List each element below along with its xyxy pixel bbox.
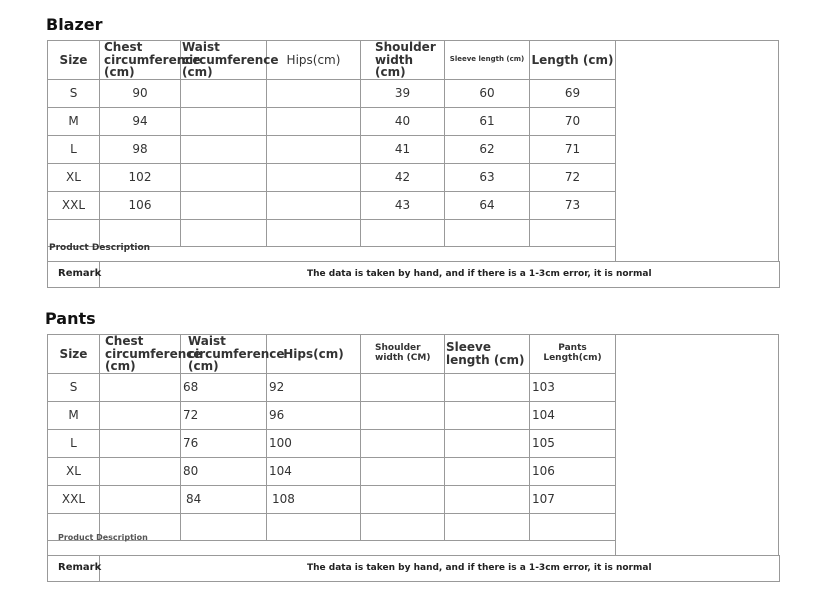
empty-cell [267,513,361,540]
table-row [48,373,616,401]
table-row [48,457,616,485]
shoulder-cell [361,457,445,485]
size-cell: L [48,429,100,457]
blazer-product-description-label: Product Description [49,243,151,253]
blazer-remark-text: The data is taken by hand, and if there is a 1-3cm error, it is normal [307,269,652,279]
pants-outer-right-line [778,334,779,556]
shoulder-cell: 43 [361,191,445,219]
length-cell: 107 [530,485,616,513]
sleeve-cell: 61 [445,107,530,135]
blazer-header-chest: Chest circumference (cm) [100,41,181,80]
size-cell: M [48,107,100,135]
chest-cell: 106 [100,191,181,219]
length-cell: 70 [530,107,616,135]
blazer-size-table [47,40,616,274]
empty-cell [445,513,530,540]
hips-cell: 104 [267,457,361,485]
length-cell: 106 [530,457,616,485]
sleeve-cell: 63 [445,163,530,191]
empty-cell [181,219,267,246]
pants-outer-top-line [615,334,778,335]
empty-cell [530,513,616,540]
blazer-header-row [48,41,616,80]
sleeve-cell [445,401,530,429]
empty-cell [361,513,445,540]
sleeve-cell [445,457,530,485]
pants-header-waist: Waist circumference (cm) [181,335,267,374]
blazer-remark-label: Remark [58,268,102,279]
blazer-header-shoulder: Shoulder width (cm) [361,41,445,80]
sleeve-cell [445,485,530,513]
blazer-header-size: Size [48,41,100,80]
pants-title: Pants [45,309,96,328]
hips-cell: 108 [267,485,361,513]
sleeve-cell [445,373,530,401]
waist-cell: 76 [181,429,267,457]
shoulder-cell: 41 [361,135,445,163]
hips-cell [267,163,361,191]
pants-header-hips: Hips(cm) [267,335,361,374]
chest-cell: 94 [100,107,181,135]
pants-remark-box [47,555,780,582]
empty-cell [267,219,361,246]
blazer-outer-right-line [778,40,779,262]
size-cell: L [48,135,100,163]
table-row [48,107,616,135]
waist-cell: 84 [181,485,267,513]
chest-cell [100,457,181,485]
chest-cell [100,401,181,429]
shoulder-cell [361,485,445,513]
table-row [48,485,616,513]
size-cell: XXL [48,191,100,219]
pants-header-sleeve: Sleeve length (cm) [445,335,530,374]
size-cell: XXL [48,485,100,513]
blazer-header-hips: Hips(cm) [267,41,361,80]
waist-cell [181,163,267,191]
blazer-title: Blazer [46,15,103,34]
chest-cell [100,485,181,513]
blazer-header-sleeve: Sleeve length (cm) [445,41,530,80]
empty-cell [181,513,267,540]
chest-cell: 102 [100,163,181,191]
length-cell: 103 [530,373,616,401]
hips-cell [267,135,361,163]
sleeve-cell: 60 [445,79,530,107]
size-cell: XL [48,457,100,485]
waist-cell: 72 [181,401,267,429]
empty-cell [361,219,445,246]
size-cell: M [48,401,100,429]
length-cell: 73 [530,191,616,219]
waist-cell [181,79,267,107]
length-cell: 69 [530,79,616,107]
chest-cell [100,373,181,401]
table-row [48,429,616,457]
table-row [48,163,616,191]
pants-header-length: Pants Length(cm) [530,335,616,374]
length-cell: 71 [530,135,616,163]
blazer-remark-box [47,261,780,288]
empty-cell [445,219,530,246]
table-row [48,401,616,429]
shoulder-cell: 42 [361,163,445,191]
shoulder-cell [361,429,445,457]
shoulder-cell [361,373,445,401]
waist-cell [181,135,267,163]
table-row [48,79,616,107]
size-cell: S [48,373,100,401]
pants-remark-text: The data is taken by hand, and if there is a 1-3cm error, it is normal [307,563,652,573]
waist-cell: 68 [181,373,267,401]
length-cell: 72 [530,163,616,191]
hips-cell [267,191,361,219]
hips-cell [267,107,361,135]
hips-cell: 96 [267,401,361,429]
sleeve-cell: 64 [445,191,530,219]
shoulder-cell: 40 [361,107,445,135]
chest-cell: 90 [100,79,181,107]
chest-cell: 98 [100,135,181,163]
table-row [48,191,616,219]
blazer-header-length: Length (cm) [530,41,616,80]
size-cell: XL [48,163,100,191]
hips-cell: 100 [267,429,361,457]
shoulder-cell [361,401,445,429]
length-cell: 104 [530,401,616,429]
waist-cell [181,191,267,219]
pants-header-size: Size [48,335,100,374]
pants-header-chest: Chest circumference (cm) [100,335,181,374]
table-row [48,135,616,163]
blazer-outer-top-line [615,40,778,41]
shoulder-cell: 39 [361,79,445,107]
blazer-header-waist: Waist circumference (cm) [182,40,279,80]
empty-cell [530,219,616,246]
pants-product-description-label: Product Description [58,533,148,542]
sleeve-cell [445,429,530,457]
size-cell: S [48,79,100,107]
chest-cell [100,429,181,457]
pants-header-shoulder: Shoulder width (CM) [361,335,445,374]
pants-header-row [48,335,616,374]
waist-cell: 80 [181,457,267,485]
hips-cell [267,79,361,107]
waist-cell [181,107,267,135]
length-cell: 105 [530,429,616,457]
sleeve-cell: 62 [445,135,530,163]
hips-cell: 92 [267,373,361,401]
pants-remark-label: Remark [58,562,102,573]
